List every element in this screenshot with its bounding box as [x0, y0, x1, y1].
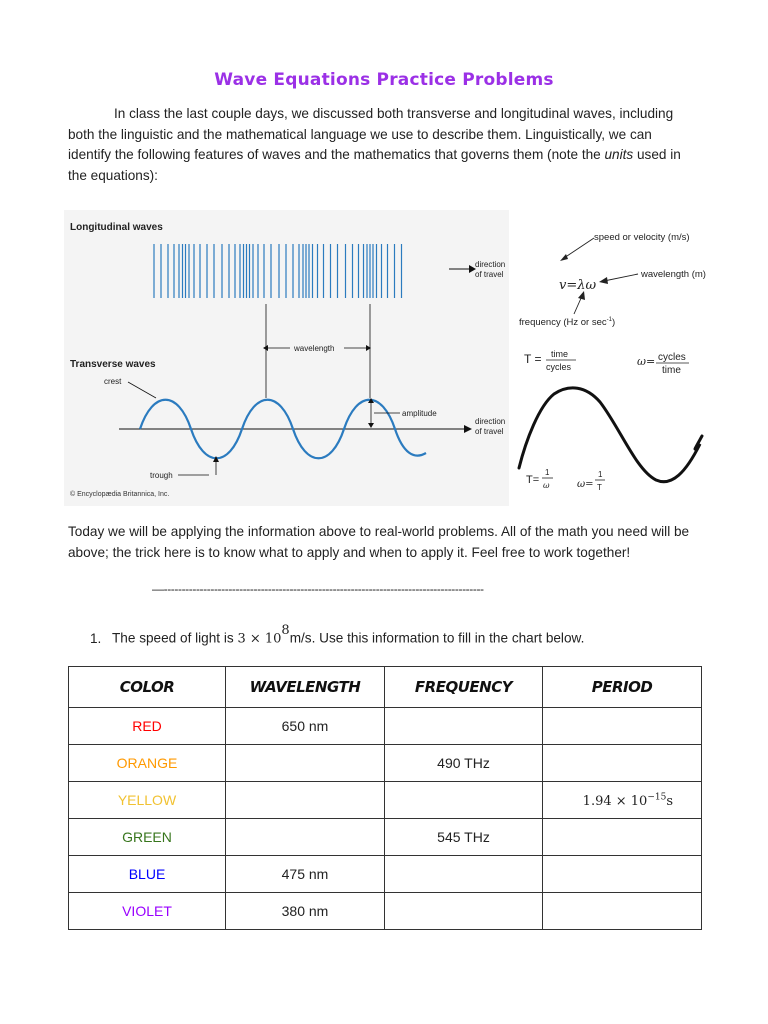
- frequency-cell: [385, 782, 543, 819]
- table-header-row: [69, 667, 702, 708]
- table-row: [69, 708, 702, 745]
- omega-equation-lhs: ω=: [637, 355, 656, 368]
- wavelength-cell: 475 nm: [226, 856, 385, 893]
- direction-label-top-2: of travel: [475, 270, 504, 279]
- amplitude-label: amplitude: [402, 409, 437, 418]
- header-wavelength: WAVELENGTH: [226, 667, 385, 708]
- speed-arrowhead: [560, 254, 568, 261]
- wave-diagram-figure: [64, 210, 716, 510]
- period-value-exponent: −15: [647, 792, 667, 803]
- wavelength-cell: [226, 782, 385, 819]
- direction-label-bottom-1: direction: [475, 417, 506, 426]
- wave-diagram-svg: [64, 210, 716, 510]
- question-1-text-before: The speed of light is: [112, 630, 238, 646]
- today-line-2: above; the trick here is to know what to apply and when to apply it. Feel free to work together!: [68, 544, 631, 560]
- wavelength-unit-arrowhead: [599, 277, 608, 284]
- frequency-cell: 545 THz: [385, 819, 543, 856]
- table-body: [69, 708, 702, 930]
- intro-units-italic: units: [604, 147, 634, 162]
- question-1-number: 1.: [90, 630, 102, 646]
- intro-line-1: In class the last couple days, we discussed both transverse and longitudinal waves, including: [114, 106, 674, 121]
- color-cell: BLUE: [69, 856, 226, 893]
- page-title: Wave Equations Practice Problems: [214, 70, 554, 90]
- period-cell: [543, 819, 702, 856]
- table-row: [69, 745, 702, 782]
- speed-pointer: [564, 238, 594, 258]
- wavelength-cell: 380 nm: [226, 893, 385, 930]
- table-row: [69, 782, 702, 819]
- header-color: COLOR: [69, 667, 226, 708]
- today-line-1: Today we will be applying the information above to real-world problems. All of the math you need will be: [68, 524, 690, 539]
- question-1-speed-exp: 8: [281, 623, 290, 638]
- intro-line-2: both the linguistic and the mathematical language we use to describe them. Linguistically, we can: [68, 126, 652, 142]
- color-cell: RED: [69, 708, 226, 745]
- table-row: [69, 819, 702, 856]
- speed-label: speed or velocity (m/s): [594, 232, 690, 243]
- wavelength-unit-label: wavelength (m): [641, 269, 706, 280]
- wave-chart-table: [68, 666, 702, 930]
- period-equation-lhs: T =: [524, 352, 542, 366]
- equation-v-lambda-omega: v=λω: [559, 278, 597, 293]
- today-paragraph: [68, 522, 708, 563]
- omega-eq-numerator: cycles: [658, 352, 686, 363]
- transverse-label: Transverse waves: [70, 359, 156, 370]
- period-value-base: 1.94 × 10: [582, 793, 648, 809]
- wavelength-unit-pointer: [604, 274, 638, 281]
- question-1-speed-base: 3 × 10: [237, 631, 282, 647]
- color-cell: VIOLET: [69, 893, 226, 930]
- color-cell: YELLOW: [69, 782, 226, 819]
- table-row: [69, 856, 702, 893]
- T-reciprocal-denominator: ω: [543, 481, 550, 490]
- intro-line-3b: used in: [633, 147, 681, 162]
- frequency-label-main: frequency (Hz or sec: [519, 317, 607, 328]
- frequency-label: [519, 317, 615, 328]
- omega-reciprocal-numerator: 1: [598, 470, 603, 479]
- period-cell: [543, 708, 702, 745]
- direction-label-bottom-2: of travel: [475, 427, 504, 436]
- frequency-cell: [385, 708, 543, 745]
- omega-reciprocal-denominator: T: [597, 483, 602, 492]
- wavelength-cell: [226, 745, 385, 782]
- period-eq-numerator: time: [551, 349, 569, 359]
- intro-line-4: the equations):: [68, 167, 158, 183]
- frequency-label-close: ): [612, 317, 616, 328]
- T-reciprocal-lhs: T=: [526, 474, 540, 486]
- frequency-cell: 490 THz: [385, 745, 543, 782]
- longitudinal-label: Longitudinal waves: [70, 222, 163, 233]
- britannica-credit: © Encyclopædia Britannica, Inc.: [70, 491, 170, 498]
- header-frequency: FREQUENCY: [385, 667, 543, 708]
- wavelength-cell: 650 nm: [226, 708, 385, 745]
- trough-label: trough: [150, 471, 173, 480]
- frequency-cell: [385, 856, 543, 893]
- period-eq-denominator: cycles: [546, 362, 572, 372]
- period-cell: [543, 745, 702, 782]
- table-row: [69, 893, 702, 930]
- wavelength-label: wavelength: [294, 344, 335, 353]
- color-cell: GREEN: [69, 819, 226, 856]
- intro-paragraph: [68, 104, 704, 186]
- period-value-unit: s: [666, 793, 673, 809]
- crest-label: crest: [104, 377, 122, 386]
- period-cell: [543, 893, 702, 930]
- header-period: PERIOD: [543, 667, 702, 708]
- omega-eq-denominator: time: [662, 365, 681, 376]
- omega-reciprocal-lhs: ω=: [577, 479, 594, 490]
- T-reciprocal-numerator: 1: [545, 468, 550, 477]
- frequency-label-sup: -1: [606, 317, 612, 323]
- color-cell: ORANGE: [69, 745, 226, 782]
- question-1: [90, 623, 585, 647]
- wavelength-cell: [226, 819, 385, 856]
- section-divider: —-----------------------------------------------------------------------------------------: [152, 582, 484, 596]
- period-cell: [543, 782, 702, 819]
- question-1-text-after: m/s. Use this information to fill in the chart below.: [289, 630, 585, 646]
- period-cell: [543, 856, 702, 893]
- intro-line-3a: identify the following features of waves and the mathematics that governs them (note the: [68, 147, 605, 162]
- direction-label-top-1: direction: [475, 260, 506, 269]
- frequency-cell: [385, 893, 543, 930]
